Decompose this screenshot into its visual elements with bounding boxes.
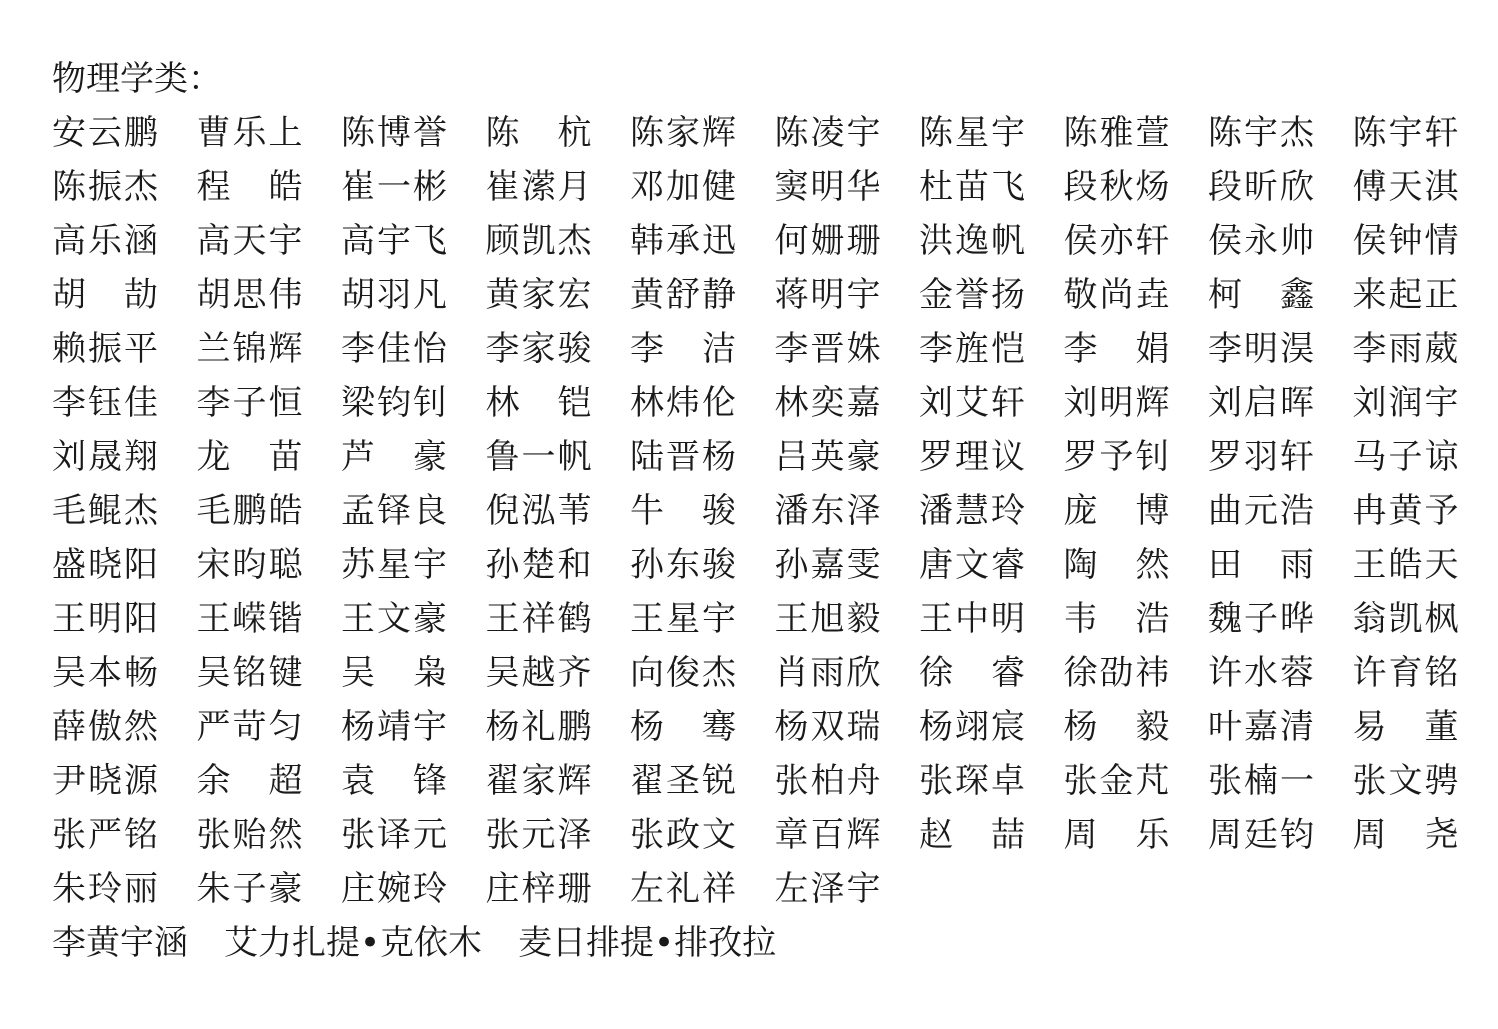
student-name-long: 艾力扎提•克依木 (224, 923, 483, 963)
student-name: 陈家辉 (630, 113, 736, 153)
student-name: 胡思伟 (196, 275, 303, 315)
student-name: 张元泽 (485, 815, 592, 855)
student-name: 曹乐上 (196, 113, 303, 153)
student-name: 王嵘锴 (196, 599, 303, 639)
student-name: 何姗珊 (774, 221, 881, 261)
student-name: 柯 鑫 (1208, 275, 1314, 315)
student-name: 鲁一帆 (485, 437, 592, 477)
student-name: 余 超 (196, 761, 303, 801)
student-name: 叶嘉清 (1208, 707, 1314, 747)
long-names-row (52, 916, 1462, 970)
student-name: 林炜伦 (630, 383, 736, 423)
student-name: 周廷钧 (1208, 815, 1314, 855)
student-name: 宋昀聪 (196, 545, 303, 585)
student-name: 侯钟情 (1352, 221, 1459, 261)
student-name: 牛 骏 (630, 491, 736, 531)
student-name: 倪泓苇 (485, 491, 592, 531)
student-name: 李 娟 (1063, 329, 1170, 369)
student-name: 芦 豪 (341, 437, 447, 477)
student-name: 杨 骞 (630, 707, 736, 747)
student-name: 金誉扬 (919, 275, 1025, 315)
student-name: 王明阳 (52, 599, 158, 639)
student-name: 陈 杭 (485, 113, 592, 153)
student-name: 翁凯枫 (1352, 599, 1459, 639)
student-name: 陈雅萱 (1063, 113, 1170, 153)
student-name: 李 洁 (630, 329, 736, 369)
student-name: 兰锦辉 (196, 329, 303, 369)
student-name: 田 雨 (1208, 545, 1314, 585)
student-name: 许育铭 (1352, 653, 1459, 693)
student-name-long: 麦日排提•排孜拉 (518, 923, 777, 963)
student-name: 洪逸帆 (919, 221, 1025, 261)
student-name: 罗理议 (919, 437, 1025, 477)
student-name: 马子谅 (1352, 437, 1459, 477)
student-name: 孙楚和 (485, 545, 592, 585)
student-name: 张文骋 (1352, 761, 1459, 801)
student-name: 敬尚垚 (1063, 275, 1170, 315)
student-name: 孟铎良 (341, 491, 447, 531)
student-name: 王星宇 (630, 599, 736, 639)
student-name: 朱玲丽 (52, 869, 158, 909)
student-name: 杨双瑞 (774, 707, 881, 747)
student-name: 窦明华 (774, 167, 881, 207)
student-name: 孙嘉雯 (774, 545, 881, 585)
student-name: 陆晋杨 (630, 437, 736, 477)
student-name: 毛鲲杰 (52, 491, 158, 531)
student-name: 罗羽轩 (1208, 437, 1314, 477)
student-name: 张政文 (630, 815, 736, 855)
student-name: 李子恒 (196, 383, 303, 423)
student-name: 孙东骏 (630, 545, 736, 585)
student-name: 韦 浩 (1063, 599, 1170, 639)
student-name: 黄家宏 (485, 275, 592, 315)
student-name: 刘艾轩 (919, 383, 1025, 423)
student-name: 刘晟翔 (52, 437, 158, 477)
student-name-long: 李黄宇涵 (52, 923, 188, 963)
student-name: 严苛匀 (196, 707, 303, 747)
student-name: 吴越齐 (485, 653, 592, 693)
student-name: 庞 博 (1063, 491, 1170, 531)
student-name: 张贻然 (196, 815, 303, 855)
student-name: 龙 苗 (196, 437, 303, 477)
student-name: 徐 睿 (919, 653, 1025, 693)
student-name: 刘润宇 (1352, 383, 1459, 423)
student-name: 李佳怡 (341, 329, 447, 369)
student-name: 潘东泽 (774, 491, 881, 531)
student-name: 王中明 (919, 599, 1025, 639)
student-name: 杨 毅 (1063, 707, 1170, 747)
student-name: 刘启晖 (1208, 383, 1314, 423)
student-name: 王皓天 (1352, 545, 1459, 585)
student-name: 许水蓉 (1208, 653, 1314, 693)
student-name: 周 尧 (1352, 815, 1459, 855)
student-name: 毛鹏皓 (196, 491, 303, 531)
student-name: 罗予钊 (1063, 437, 1170, 477)
student-name: 侯永帅 (1208, 221, 1314, 261)
student-name: 高天宇 (196, 221, 303, 261)
student-name: 黄舒静 (630, 275, 736, 315)
student-name: 韩承迅 (630, 221, 736, 261)
student-name: 薛傲然 (52, 707, 158, 747)
student-name: 李钰佳 (52, 383, 158, 423)
student-name: 周 乐 (1063, 815, 1170, 855)
student-name: 翟家辉 (485, 761, 592, 801)
student-name: 林奕嘉 (774, 383, 881, 423)
student-name: 傅天淇 (1352, 167, 1459, 207)
student-name: 张金芃 (1063, 761, 1170, 801)
student-name: 蒋明宇 (774, 275, 881, 315)
student-name: 李雨葳 (1352, 329, 1459, 369)
student-name: 段秋炀 (1063, 167, 1170, 207)
student-name: 高宇飞 (341, 221, 447, 261)
student-name: 左泽宇 (774, 869, 881, 909)
student-name: 庄梓珊 (485, 869, 592, 909)
student-name: 李旌恺 (919, 329, 1025, 369)
student-name: 唐文睿 (919, 545, 1025, 585)
student-name: 刘明辉 (1063, 383, 1170, 423)
student-name: 陈宇轩 (1352, 113, 1459, 153)
student-name: 吴本畅 (52, 653, 158, 693)
student-name: 朱子豪 (196, 869, 303, 909)
student-name: 张严铭 (52, 815, 158, 855)
student-name: 陈博誉 (341, 113, 447, 153)
student-name: 王祥鹤 (485, 599, 592, 639)
student-name: 左礼祥 (630, 869, 736, 909)
student-name: 章百辉 (774, 815, 881, 855)
name-grid (52, 106, 1462, 916)
student-name: 翟圣锐 (630, 761, 736, 801)
student-name: 梁钧钊 (341, 383, 447, 423)
student-name: 吴铭键 (196, 653, 303, 693)
student-name: 吴 枭 (341, 653, 447, 693)
student-name: 肖雨欣 (774, 653, 881, 693)
student-name: 张琛卓 (919, 761, 1025, 801)
student-name: 苏星宇 (341, 545, 447, 585)
section-heading: 物理学类： (52, 59, 222, 99)
student-name: 尹晓源 (52, 761, 158, 801)
student-name: 李明淏 (1208, 329, 1314, 369)
student-name: 来起正 (1352, 275, 1459, 315)
student-name: 陈振杰 (52, 167, 158, 207)
student-name: 邓加健 (630, 167, 736, 207)
student-name: 魏子晔 (1208, 599, 1314, 639)
student-name: 潘慧玲 (919, 491, 1025, 531)
student-name: 盛晓阳 (52, 545, 158, 585)
student-name: 杨礼鹏 (485, 707, 592, 747)
student-name: 张楠一 (1208, 761, 1314, 801)
student-name: 安云鹏 (52, 113, 158, 153)
student-name: 徐劭祎 (1063, 653, 1170, 693)
student-name: 崔潆月 (485, 167, 592, 207)
student-name: 王文豪 (341, 599, 447, 639)
student-name: 张译元 (341, 815, 447, 855)
student-name: 王旭毅 (774, 599, 881, 639)
student-name: 杨靖宇 (341, 707, 447, 747)
student-name: 易 董 (1352, 707, 1459, 747)
student-name: 林 铠 (485, 383, 592, 423)
student-name: 胡羽凡 (341, 275, 447, 315)
student-name: 庄婉玲 (341, 869, 447, 909)
student-name: 陈宇杰 (1208, 113, 1314, 153)
student-name: 侯亦轩 (1063, 221, 1170, 261)
student-name: 陈凌宇 (774, 113, 881, 153)
student-name: 杨翊宸 (919, 707, 1025, 747)
student-name: 高乐涵 (52, 221, 158, 261)
student-name: 段昕欣 (1208, 167, 1314, 207)
student-name: 程 皓 (196, 167, 303, 207)
student-name: 杜苗飞 (919, 167, 1025, 207)
student-name: 向俊杰 (630, 653, 736, 693)
student-name: 赖振平 (52, 329, 158, 369)
student-name: 袁 锋 (341, 761, 447, 801)
student-name: 崔一彬 (341, 167, 447, 207)
student-name: 吕英豪 (774, 437, 881, 477)
student-name: 李家骏 (485, 329, 592, 369)
student-name: 陶 然 (1063, 545, 1170, 585)
student-name: 赵 喆 (919, 815, 1025, 855)
student-name: 顾凯杰 (485, 221, 592, 261)
name-list-document (52, 52, 1462, 970)
student-name: 张柏舟 (774, 761, 881, 801)
student-name: 陈星宇 (919, 113, 1025, 153)
student-name: 李晋姝 (774, 329, 881, 369)
student-name: 胡 劼 (52, 275, 158, 315)
student-name: 冉黄予 (1352, 491, 1459, 531)
student-name: 曲元浩 (1208, 491, 1314, 531)
